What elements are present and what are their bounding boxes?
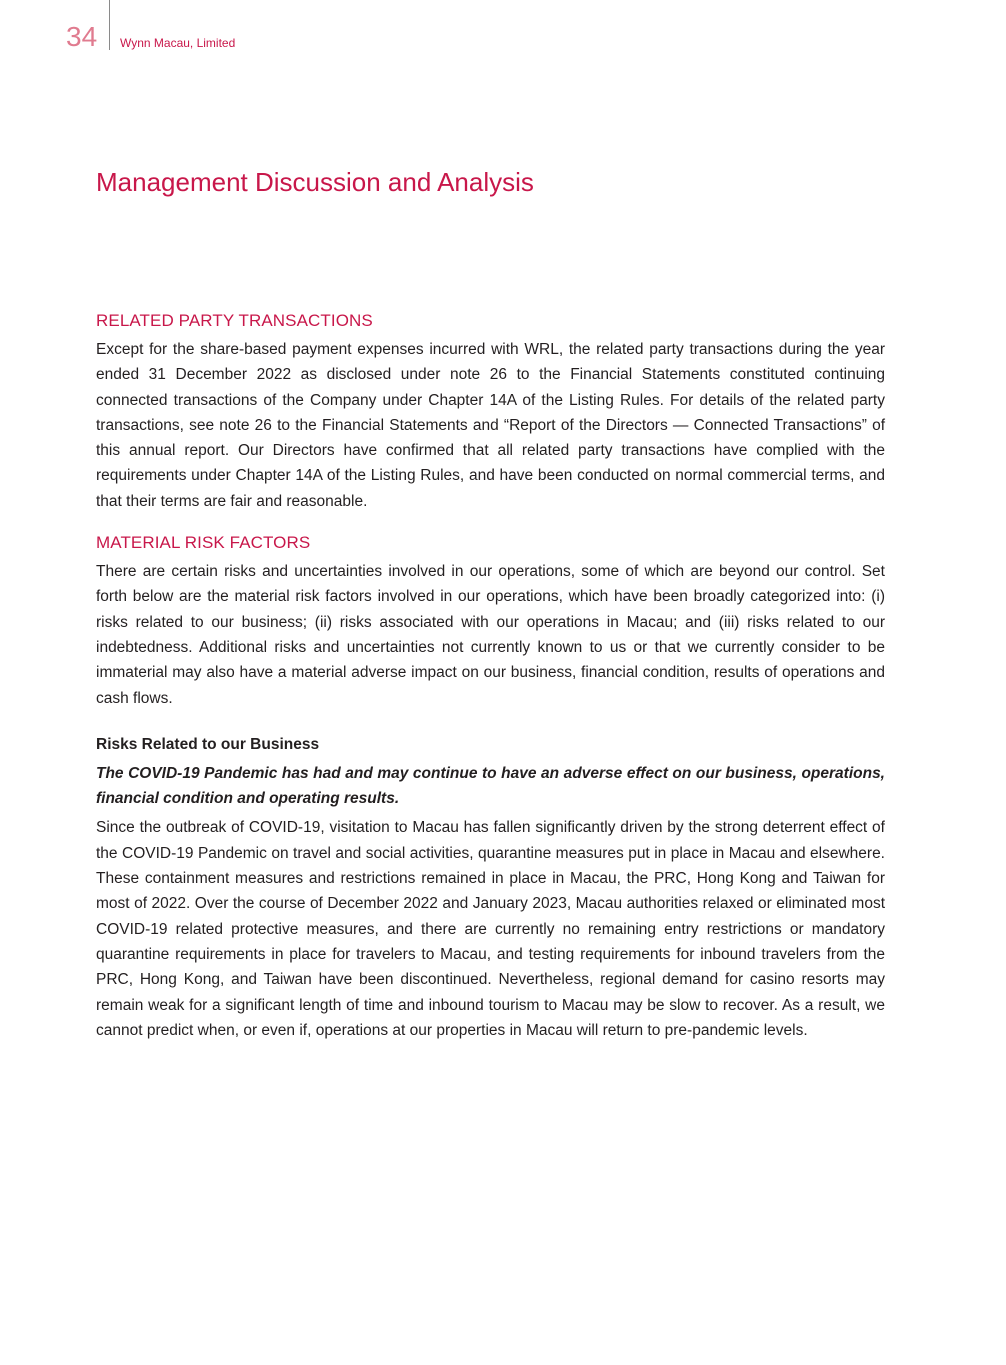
company-name: Wynn Macau, Limited	[120, 36, 236, 50]
page-title: Management Discussion and Analysis	[96, 167, 534, 197]
header-divider	[109, 0, 110, 50]
section-spacer	[96, 514, 885, 531]
paragraph: Except for the share-based payment expenses incurred with WRL, the related party transactions during the year ended 31 December 2022 as disclosed under note 26 to the Financial Statements constituted continuing connected transactions of the Company under Chapter 14A of the Listing Rules. For details of the related party transactions, see note 26 to the Financial Statements and “Report of the Directors — Connected Transactions” of this annual report. Our Directors have confirmed that all related party transactions have complied with the requirements under Chapter 14A of the Listing Rules, and have been conducted on normal commercial terms, and that their terms are fair and reasonable.	[96, 341, 885, 510]
section-heading: RELATED PARTY TRANSACTIONS	[96, 311, 373, 330]
section-risks-related-to-business	[96, 733, 885, 1043]
subsection-heading: Risks Related to our Business	[96, 735, 320, 753]
risk-factor-title: The COVID-19 Pandemic has had and may continue to have an adverse effect on our business, operations, financial condition and operating results.	[96, 764, 885, 808]
section-material-risk-factors	[96, 531, 885, 711]
paragraph: Since the outbreak of COVID-19, visitation to Macau has fallen significantly driven by the strong deterrent effect of the COVID-19 Pandemic on travel and social activities, quarantine measures put in place in Macau and elsewhere. These containment measures and restrictions remained in place in Macau, the PRC, Hong Kong and Taiwan for most of 2022. Over the course of December 2022 and January 2023, Macau authorities relaxed or eliminated most COVID-19 related protective measures, and there are currently no remaining entry restrictions or mandatory quarantine requirements in place for travelers to Macau, and testing requirements for inbound travelers from the PRC, Hong Kong, and Taiwan have been discontinued. Nevertheless, regional demand for casino resorts may remain weak for a significant length of time and inbound tourism to Macau may be slow to recover. As a result, we cannot predict when, or even if, operations at our properties in Macau will return to pre-pandemic levels.	[96, 819, 885, 1039]
page-header	[0, 0, 1006, 60]
section-spacer	[96, 711, 885, 733]
page-number: 34	[66, 21, 98, 52]
main-content	[96, 309, 885, 1043]
paragraph: There are certain risks and uncertainties involved in our operations, some of which are beyond our control. Set forth below are the material risk factors involved in our operations, which have been broadly categorized into: (i) risks related to our business; (ii) risks associated with our operations in Macau; and (iii) risks related to our indebtedness. Additional risks and uncertainties not currently known to us or that we currently consider to be immaterial may also have a material adverse impact on our business, financial condition, results of operations and cash flows.	[96, 563, 885, 707]
section-related-party-transactions	[96, 309, 885, 514]
section-heading: MATERIAL RISK FACTORS	[96, 533, 311, 553]
